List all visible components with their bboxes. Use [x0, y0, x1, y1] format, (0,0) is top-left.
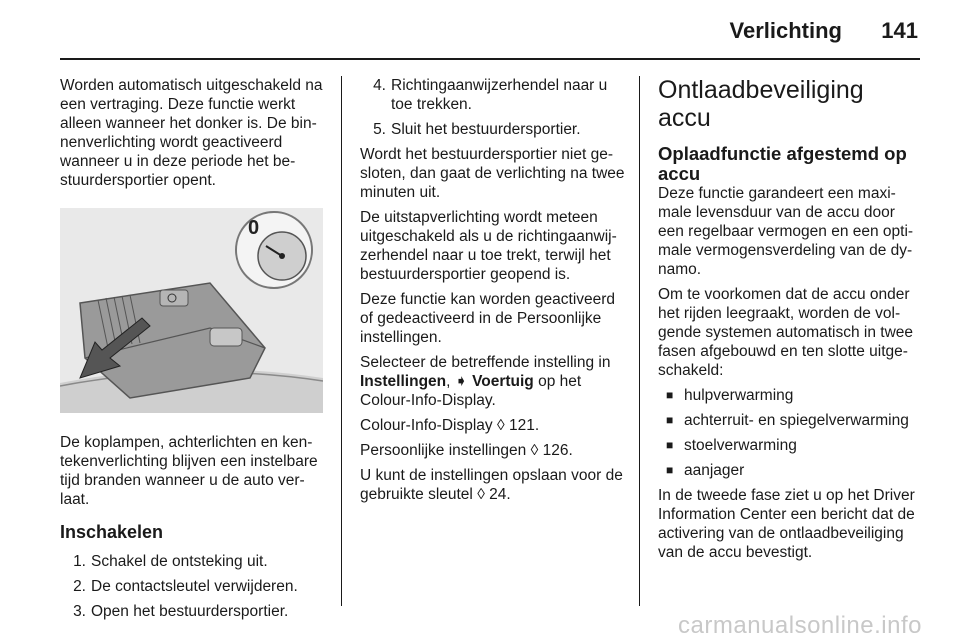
- list-item: ■ stoelverwarming: [658, 436, 922, 455]
- list-item: ■ aanjager: [658, 461, 922, 480]
- step-text: Richtingaanwijzerhendel naar u toe trekken.: [391, 77, 608, 113]
- watermark: carmanualsonline.info: [678, 612, 922, 639]
- paragraph: De uitstapverlichting wordt meteen uitgeschakeld als u de richtingaanwij-zerhendel naar u toe trekt, terwijl het bestuurdersportier geopend is.: [360, 209, 617, 283]
- column-right: [658, 76, 922, 568]
- figure-zero-label: 0: [248, 217, 260, 239]
- paragraph: Om te voorkomen dat de accu onder het rijden leegraakt, worden de vol-gende systemen automatisch in twee fasen afgebouwd en ten slotte uitge-schakeld:: [658, 286, 914, 379]
- settings-instruction: Selecteer de betreffende instelling in Instellingen, ➧ Voertuig op het Colour-Info-Display.: [360, 354, 611, 409]
- step-number: 3.: [73, 603, 86, 620]
- header-rule: [60, 58, 920, 60]
- list-item: ■ achterruit- en spiegelverwarming: [658, 411, 922, 430]
- bullet-icon: ■: [666, 438, 674, 452]
- step-text: Open het bestuurdersportier.: [91, 603, 289, 620]
- page-number: 141: [881, 18, 918, 43]
- paragraph: U kunt de instellingen opslaan voor de gebruikte sleutel ◊ 24.: [360, 467, 623, 503]
- page-reference-icon: ◊: [477, 486, 485, 503]
- step-number: 1.: [73, 553, 86, 570]
- section-title-battery: Ontlaadbeveiliging accu: [658, 76, 864, 132]
- column-middle: [360, 76, 625, 510]
- step-text: De contactsleutel verwijderen.: [91, 578, 298, 595]
- page-header-title: Verlichting: [729, 18, 842, 43]
- step-text: Schakel de ontsteking uit.: [91, 553, 268, 570]
- column-divider-left: [341, 76, 342, 606]
- bullet-list: [658, 386, 922, 480]
- section-title-inschakelen: Inschakelen: [60, 522, 164, 542]
- steps-list-1: [60, 552, 325, 621]
- steps-list-2: [360, 76, 625, 139]
- step-number: 4.: [373, 77, 386, 94]
- light-switch-lever-illustration: [60, 208, 323, 413]
- paragraph: Deze functie garandeert een maxi-male levensduur van de accu door een regelbaar vermogen en een opti-male vermogensverdeling van de dy-namo.: [658, 185, 914, 278]
- paragraph: Wordt het bestuurdersportier niet ge-sloten, dan gaat de verlichting na twee minuten uit.: [360, 146, 625, 201]
- list-item: [360, 76, 625, 114]
- step-text: Sluit het bestuurdersportier.: [391, 121, 581, 138]
- step-number: 5.: [373, 121, 386, 138]
- after-figure-paragraph: De koplampen, achterlichten en ken-tekenverlichting blijven een instelbare tijd branden wanneer u de auto ver-laat.: [60, 434, 318, 508]
- cross-reference: Colour-Info-Display ◊ 121.: [360, 417, 540, 434]
- list-item: ■ hulpverwarming: [658, 386, 922, 405]
- bullet-icon: ■: [666, 413, 674, 427]
- paragraph: Deze functie kan worden geactiveerd of gedeactiveerd in de Persoonlijke instellingen.: [360, 291, 616, 346]
- list-item: [60, 552, 325, 571]
- step-number: 2.: [73, 578, 86, 595]
- bullet-icon: ■: [666, 388, 674, 402]
- menu-path-settings: Instellingen: [360, 373, 447, 390]
- column-divider-right: [639, 76, 640, 606]
- intro-paragraph: Worden automatisch uitgeschakeld na een vertraging. Deze functie werkt alleen wanneer het donker is. De bin-nenverlichting wordt geactiveerd wanneer u in deze periode het be-stuurdersportier opent.: [60, 77, 323, 189]
- bullet-icon: ■: [666, 463, 674, 477]
- arrow-right-icon: ➧: [454, 373, 468, 390]
- paragraph: In de tweede fase ziet u op het Driver Information Center een bericht dat de activering van de ontlaadbeveiliging van de accu bevestigt.: [658, 487, 915, 561]
- menu-path-vehicle: Voertuig: [472, 373, 534, 390]
- subsection-title: Oplaadfunctie afgestemd op accu: [658, 143, 907, 184]
- list-item: [60, 577, 325, 596]
- list-item: [360, 120, 625, 139]
- cross-reference: Persoonlijke instellingen ◊ 126.: [360, 442, 573, 459]
- list-item: [60, 602, 325, 621]
- page-reference-icon: ◊: [530, 442, 539, 459]
- page-reference-icon: ◊: [496, 417, 505, 434]
- column-left: [60, 76, 325, 627]
